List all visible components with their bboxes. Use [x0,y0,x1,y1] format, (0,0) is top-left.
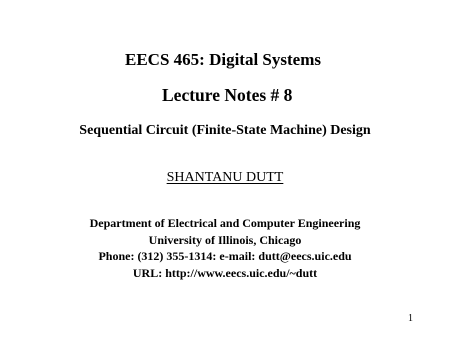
department-line: Department of Electrical and Computer Engineering [89,216,361,230]
author-name [0,171,450,185]
url-line: URL: http://www.eecs.uic.edu/~dutt [132,265,318,280]
author-name-text: SHANTANU DUTT [166,170,284,185]
lecture-topic: Sequential Circuit (Finite-State Machine) Design [79,123,371,138]
phone-email-line: Phone: (312) 355-1314: e-mail: dutt@eecs.uic.edu [98,249,352,263]
page-number: 1 [408,313,413,324]
contact-block [0,215,450,281]
course-title: EECS 465: Digital Systems [125,50,321,69]
lecture-title: Lecture Notes # 8 [162,85,293,105]
university-line: University of Illinois, Chicago [148,232,302,247]
